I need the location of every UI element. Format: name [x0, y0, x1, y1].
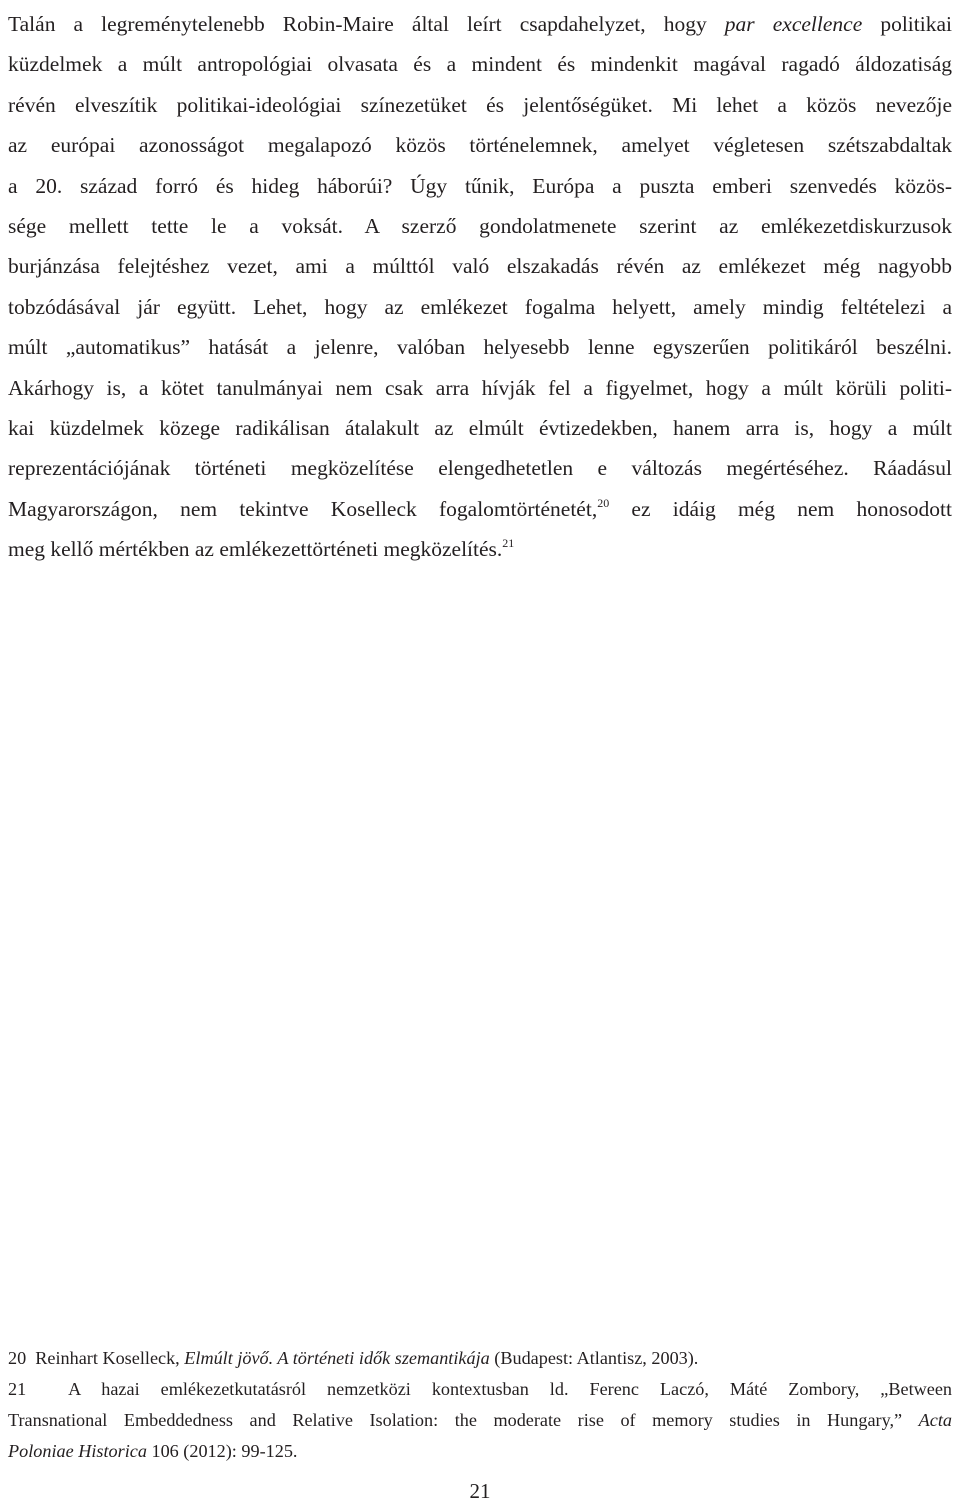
footnote-text: (Budapest: Atlantisz, 2003). [489, 1348, 699, 1368]
footnotes-section [8, 1343, 952, 1467]
text-line [8, 529, 952, 569]
italic-term: par excellence [724, 12, 863, 36]
text-line [8, 4, 952, 44]
footnote-journal: Acta [918, 1410, 952, 1430]
text-span: politikai [862, 12, 952, 36]
footnote-21 [8, 1374, 952, 1405]
text-line: küzdelmek a múlt antropológiai olvasata és a mindent és mindenkit magával ragadó áldozatiság [8, 52, 952, 77]
text-line: tobzódásával jár együtt. Lehet, hogy az emlékezet fogalma helyett, amely mindig feltételezi a [8, 294, 952, 319]
footnote-number: 20 [8, 1348, 27, 1368]
footnote-text: Reinhart Koselleck, [35, 1348, 185, 1368]
text-span: ez idáig még nem honosodott [609, 496, 953, 521]
text-line: sége mellett tette le a voksát. A szerző gondolatmenete szerint az emlékezetdiskurzusok [8, 214, 952, 239]
text-line: kai küzdelmek közege radikálisan átalakult az elmúlt évtizedekben, hanem arra is, hogy a múlt [8, 416, 952, 441]
page-number: 21 [469, 1479, 491, 1503]
paragraph [8, 4, 952, 570]
text-span: Talán a legreménytelenebb Robin-Maire által leírt csapdahelyzet, hogy [8, 12, 725, 36]
footnote-number: 21 [8, 1379, 27, 1399]
text-span: Magyarországon, nem tekintve Koselleck fogalomtörténetét, [8, 496, 598, 521]
text-span: meg kellő mértékben az emlékezettörténeti megközelítés. [8, 537, 503, 562]
text-line: a 20. század forró és hideg háborúi? Úgy tűnik, Európa a puszta emberi szenvedés közös- [8, 173, 952, 198]
text-line: reprezentációjának történeti megközelítése elengedhetetlen e változás megértéséhez. Ráadásul [8, 456, 952, 481]
footnote-21-line-3 [8, 1436, 952, 1467]
body-paragraph [8, 4, 952, 570]
footnote-21-line-2 [8, 1405, 952, 1436]
text-line [8, 489, 952, 529]
text-line: burjánzása felejtéshez vezet, ami a múlttól való elszakadás révén az emlékezet még nagyobb [8, 254, 952, 279]
text-line: Akárhogy is, a kötet tanulmányai nem csak arra hívják fel a figyelmet, hogy a múlt körüli politi- [8, 375, 952, 400]
footnote-text: A hazai emlékezetkutatásról nemzetközi kontextusban ld. Ferenc Laczó, Máté Zombory, „Between [68, 1379, 952, 1399]
footnote-title: Elmúlt jövő. A történeti idők szemantikája [184, 1348, 490, 1368]
footnote-ref-20[interactable]: 20 [597, 495, 610, 510]
text-line: az európai azonosságot megalapozó közös történelemnek, amelyet végletesen szétszabdaltak [8, 133, 952, 158]
text-line: múlt „automatikus” hatását a jelenre, valóban helyesebb lenne egyszerűen politikáról beszélni. [8, 335, 952, 360]
footnote-ref-21[interactable]: 21 [502, 536, 515, 551]
footnote-text: 106 (2012): 99-125. [146, 1441, 298, 1461]
text-line: révén elveszítik politikai-ideológiai színezetüket és jelentőségüket. Mi lehet a közös nevezője [8, 92, 952, 117]
footnote-text: Transnational Embeddedness and Relative Isolation: the moderate rise of memory studies in Hungary,” [8, 1410, 919, 1430]
footnote-20 [8, 1343, 952, 1374]
footnote-journal: Poloniae Historica [8, 1441, 147, 1461]
